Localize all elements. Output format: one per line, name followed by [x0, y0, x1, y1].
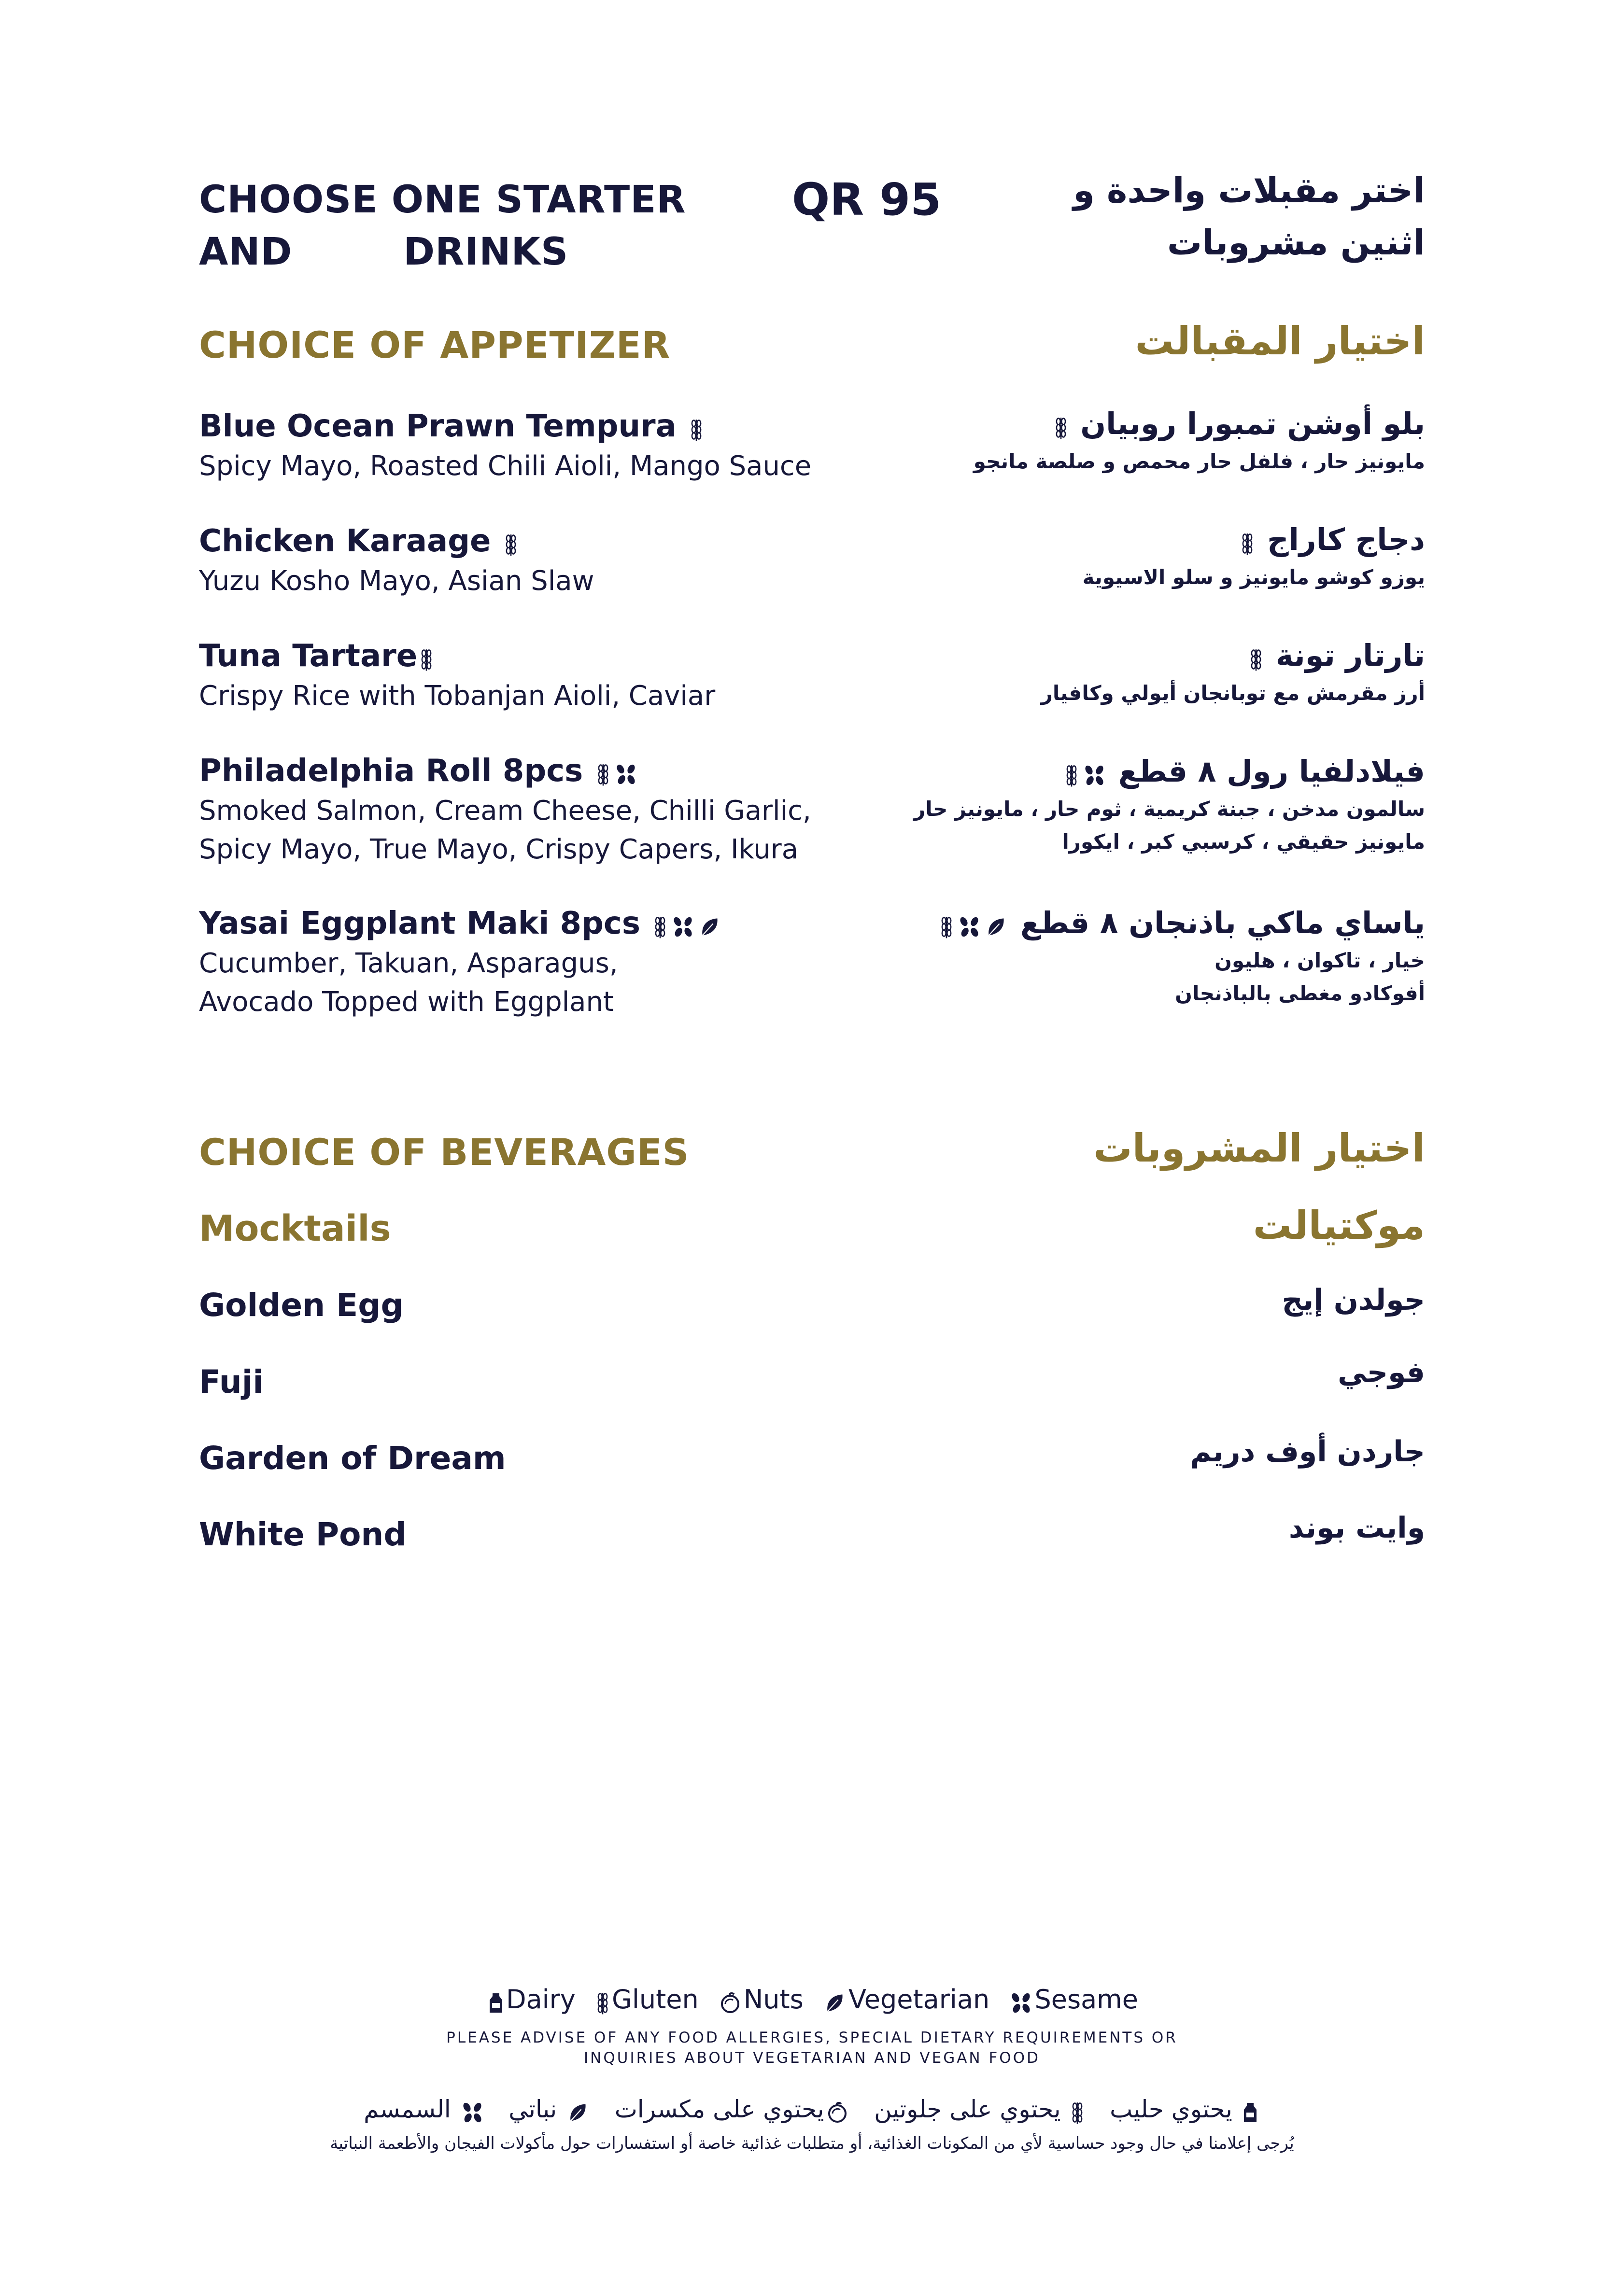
mocktails-subtitle-en: Mocktails [199, 1208, 391, 1249]
beverages-title-en: CHOICE OF BEVERAGES [199, 1131, 690, 1174]
item-name: Tuna Tartare [199, 638, 418, 674]
item-desc-ar: خيار ، تاكوان ، هليون [1214, 948, 1425, 972]
item-desc: Spicy Mayo, True Mayo, Crispy Capers, Ikura [199, 834, 799, 866]
header-title-ar [1073, 164, 1425, 268]
drink-item-en: Fuji [199, 1363, 264, 1400]
appetizer-item-en [199, 637, 715, 715]
sesame-icon [1007, 1986, 1034, 2016]
header-ar-line-1: اختر مقبلات واحدة و [1073, 170, 1425, 210]
allergy-note-ar: يُرجى إعلامنا في حال وجود حساسية لأي من المكونات الغذائية، أو متطلبات غذائية خاصة أو استفسارات حول مأكولات الفيجان والأطعمة النباتية [330, 2134, 1294, 2153]
price: QR 95 [792, 174, 942, 225]
legend-sesame-ar: السمسم [364, 2095, 485, 2123]
item-desc-ar: أرز مقرمش مع توبانجان أيولي وكافيار [1041, 681, 1425, 705]
drink-item-ar: جاردن أوف دريم [1190, 1435, 1425, 1469]
dairy-icon [1240, 2097, 1260, 2125]
header-ar-line-2: اثنين مشروبات [1167, 222, 1425, 263]
drink-item-en: White Pond [199, 1516, 407, 1553]
item-desc-ar: سالمون مدخن ، جبنة كريمية ، ثوم حار ، مايونيز حار [914, 797, 1425, 821]
legend-dairy: Dairy [486, 1984, 576, 2015]
sesame-icon [612, 753, 639, 792]
appetizer-item-ar [914, 752, 1425, 858]
legend-sesame: Sesame [1007, 1984, 1138, 2015]
gluten-icon [937, 906, 956, 944]
appetizer-title-ar: اختيار المقبالت [1135, 319, 1425, 364]
appetizer-item-ar [974, 405, 1425, 478]
appetizer-item-en [199, 407, 811, 486]
header-line-2 [199, 226, 686, 278]
drink-item-ar: فوجي [1338, 1356, 1425, 1389]
item-name-ar: دجاج كاراج [1267, 522, 1425, 557]
drink-item-en: Garden of Dream [199, 1440, 506, 1477]
item-desc: Cucumber, Takuan, Asparagus, [199, 948, 618, 980]
gluten-icon [594, 753, 612, 792]
nuts-icon [824, 2097, 851, 2125]
header-line-1: CHOOSE ONE STARTER [199, 178, 686, 222]
drink-item-ar: وايت بوند [1288, 1511, 1425, 1545]
gluten-icon [651, 906, 669, 944]
item-name: Yasai Eggplant Maki 8pcs [199, 906, 640, 941]
item-desc: Crispy Rice with Tobanjan Aioli, Caviar [199, 680, 716, 712]
drink-item-en: Golden Egg [199, 1287, 404, 1324]
gluten-icon [1062, 754, 1081, 793]
header-and: AND [199, 230, 293, 274]
item-desc-ar: مايونيز حار ، فلفل حار محمص و صلصة مانجو [973, 449, 1425, 473]
drink-item-ar: جولدن إيج [1282, 1283, 1425, 1317]
item-desc-ar: مايونيز حقيقي ، كرسبي كبر ، ايكورا [1062, 829, 1425, 854]
vegetarian-icon [565, 2097, 592, 2125]
item-name-ar: فيلادلفيا رول ٨ قطع [1118, 754, 1425, 789]
legend-nuts: Nuts [717, 1984, 804, 2015]
appetizer-item-en [199, 522, 594, 601]
appetizer-item-en [199, 904, 723, 1022]
legend-vegetarian-ar: نباتي [508, 2095, 592, 2123]
allergen-legend-ar [0, 2095, 1624, 2125]
item-name-ar: تارتار تونة [1275, 638, 1425, 673]
sesame-icon [1081, 754, 1108, 793]
appetizer-item-ar [1041, 636, 1425, 710]
item-name-ar: بلو أوشن تمبورا روبيان [1080, 406, 1425, 441]
vegetarian-icon [983, 906, 1010, 944]
item-desc: Smoked Salmon, Cream Cheese, Chilli Garlic, [199, 795, 811, 827]
vegetarian-icon [821, 1986, 848, 2016]
legend-nuts-ar: يحتوي على مكسرات [615, 2095, 851, 2123]
sesame-icon [956, 906, 983, 944]
sesame-icon [459, 2097, 486, 2125]
gluten-icon [1068, 2097, 1087, 2125]
vegetarian-icon [696, 906, 723, 944]
legend-gluten: Gluten [593, 1984, 699, 2015]
item-name: Chicken Karaage [199, 523, 491, 559]
item-name: Blue Ocean Prawn Tempura [199, 408, 677, 444]
appetizer-title-en: CHOICE OF APPETIZER [199, 323, 671, 366]
dairy-icon [486, 1986, 506, 2016]
allergen-legend-en [0, 1984, 1624, 2016]
item-desc-ar: يوزو كوشو مايونيز و سلو الاسيوية [1082, 565, 1425, 589]
gluten-icon [687, 408, 706, 447]
item-name: Philadelphia Roll 8pcs [199, 753, 583, 789]
item-desc-ar: أفوكادو مغطى بالباذنجان [1175, 981, 1425, 1005]
appetizer-item-ar [937, 904, 1425, 1010]
gluten-icon [593, 1986, 612, 2016]
appetizer-item-en [199, 752, 811, 869]
beverages-title-ar: اختيار المشروبات [1093, 1126, 1425, 1171]
appetizer-item-ar [1083, 520, 1425, 594]
item-desc: Avocado Topped with Eggplant [199, 986, 614, 1018]
header-title-en [199, 174, 686, 278]
item-desc: Yuzu Kosho Mayo, Asian Slaw [199, 565, 594, 597]
item-desc: Spicy Mayo, Roasted Chili Aioli, Mango Sauce [199, 450, 812, 482]
header-drinks: DRINKS [403, 230, 569, 274]
legend-vegetarian: Vegetarian [821, 1984, 989, 2015]
nuts-icon [717, 1986, 744, 2016]
sesame-icon [669, 906, 696, 944]
gluten-icon [1238, 522, 1257, 561]
gluten-icon [1052, 406, 1070, 445]
mocktails-subtitle-ar: موكتيالت [1253, 1203, 1425, 1248]
legend-gluten-ar: يحتوي على جلوتين [874, 2095, 1087, 2123]
item-name-ar: ياساي ماكي باذنجان ٨ قطع [1020, 905, 1425, 940]
allergy-note-en: PLEASE ADVISE OF ANY FOOD ALLERGIES, SPECIAL DIETARY REQUIREMENTS OR INQUIRIES ABOUT VEGETARIAN AND VEGAN FOOD [446, 2029, 1178, 2067]
gluten-icon [417, 638, 436, 677]
gluten-icon [1247, 638, 1265, 677]
legend-dairy-ar: يحتوي حليب [1110, 2095, 1260, 2123]
gluten-icon [502, 523, 520, 562]
